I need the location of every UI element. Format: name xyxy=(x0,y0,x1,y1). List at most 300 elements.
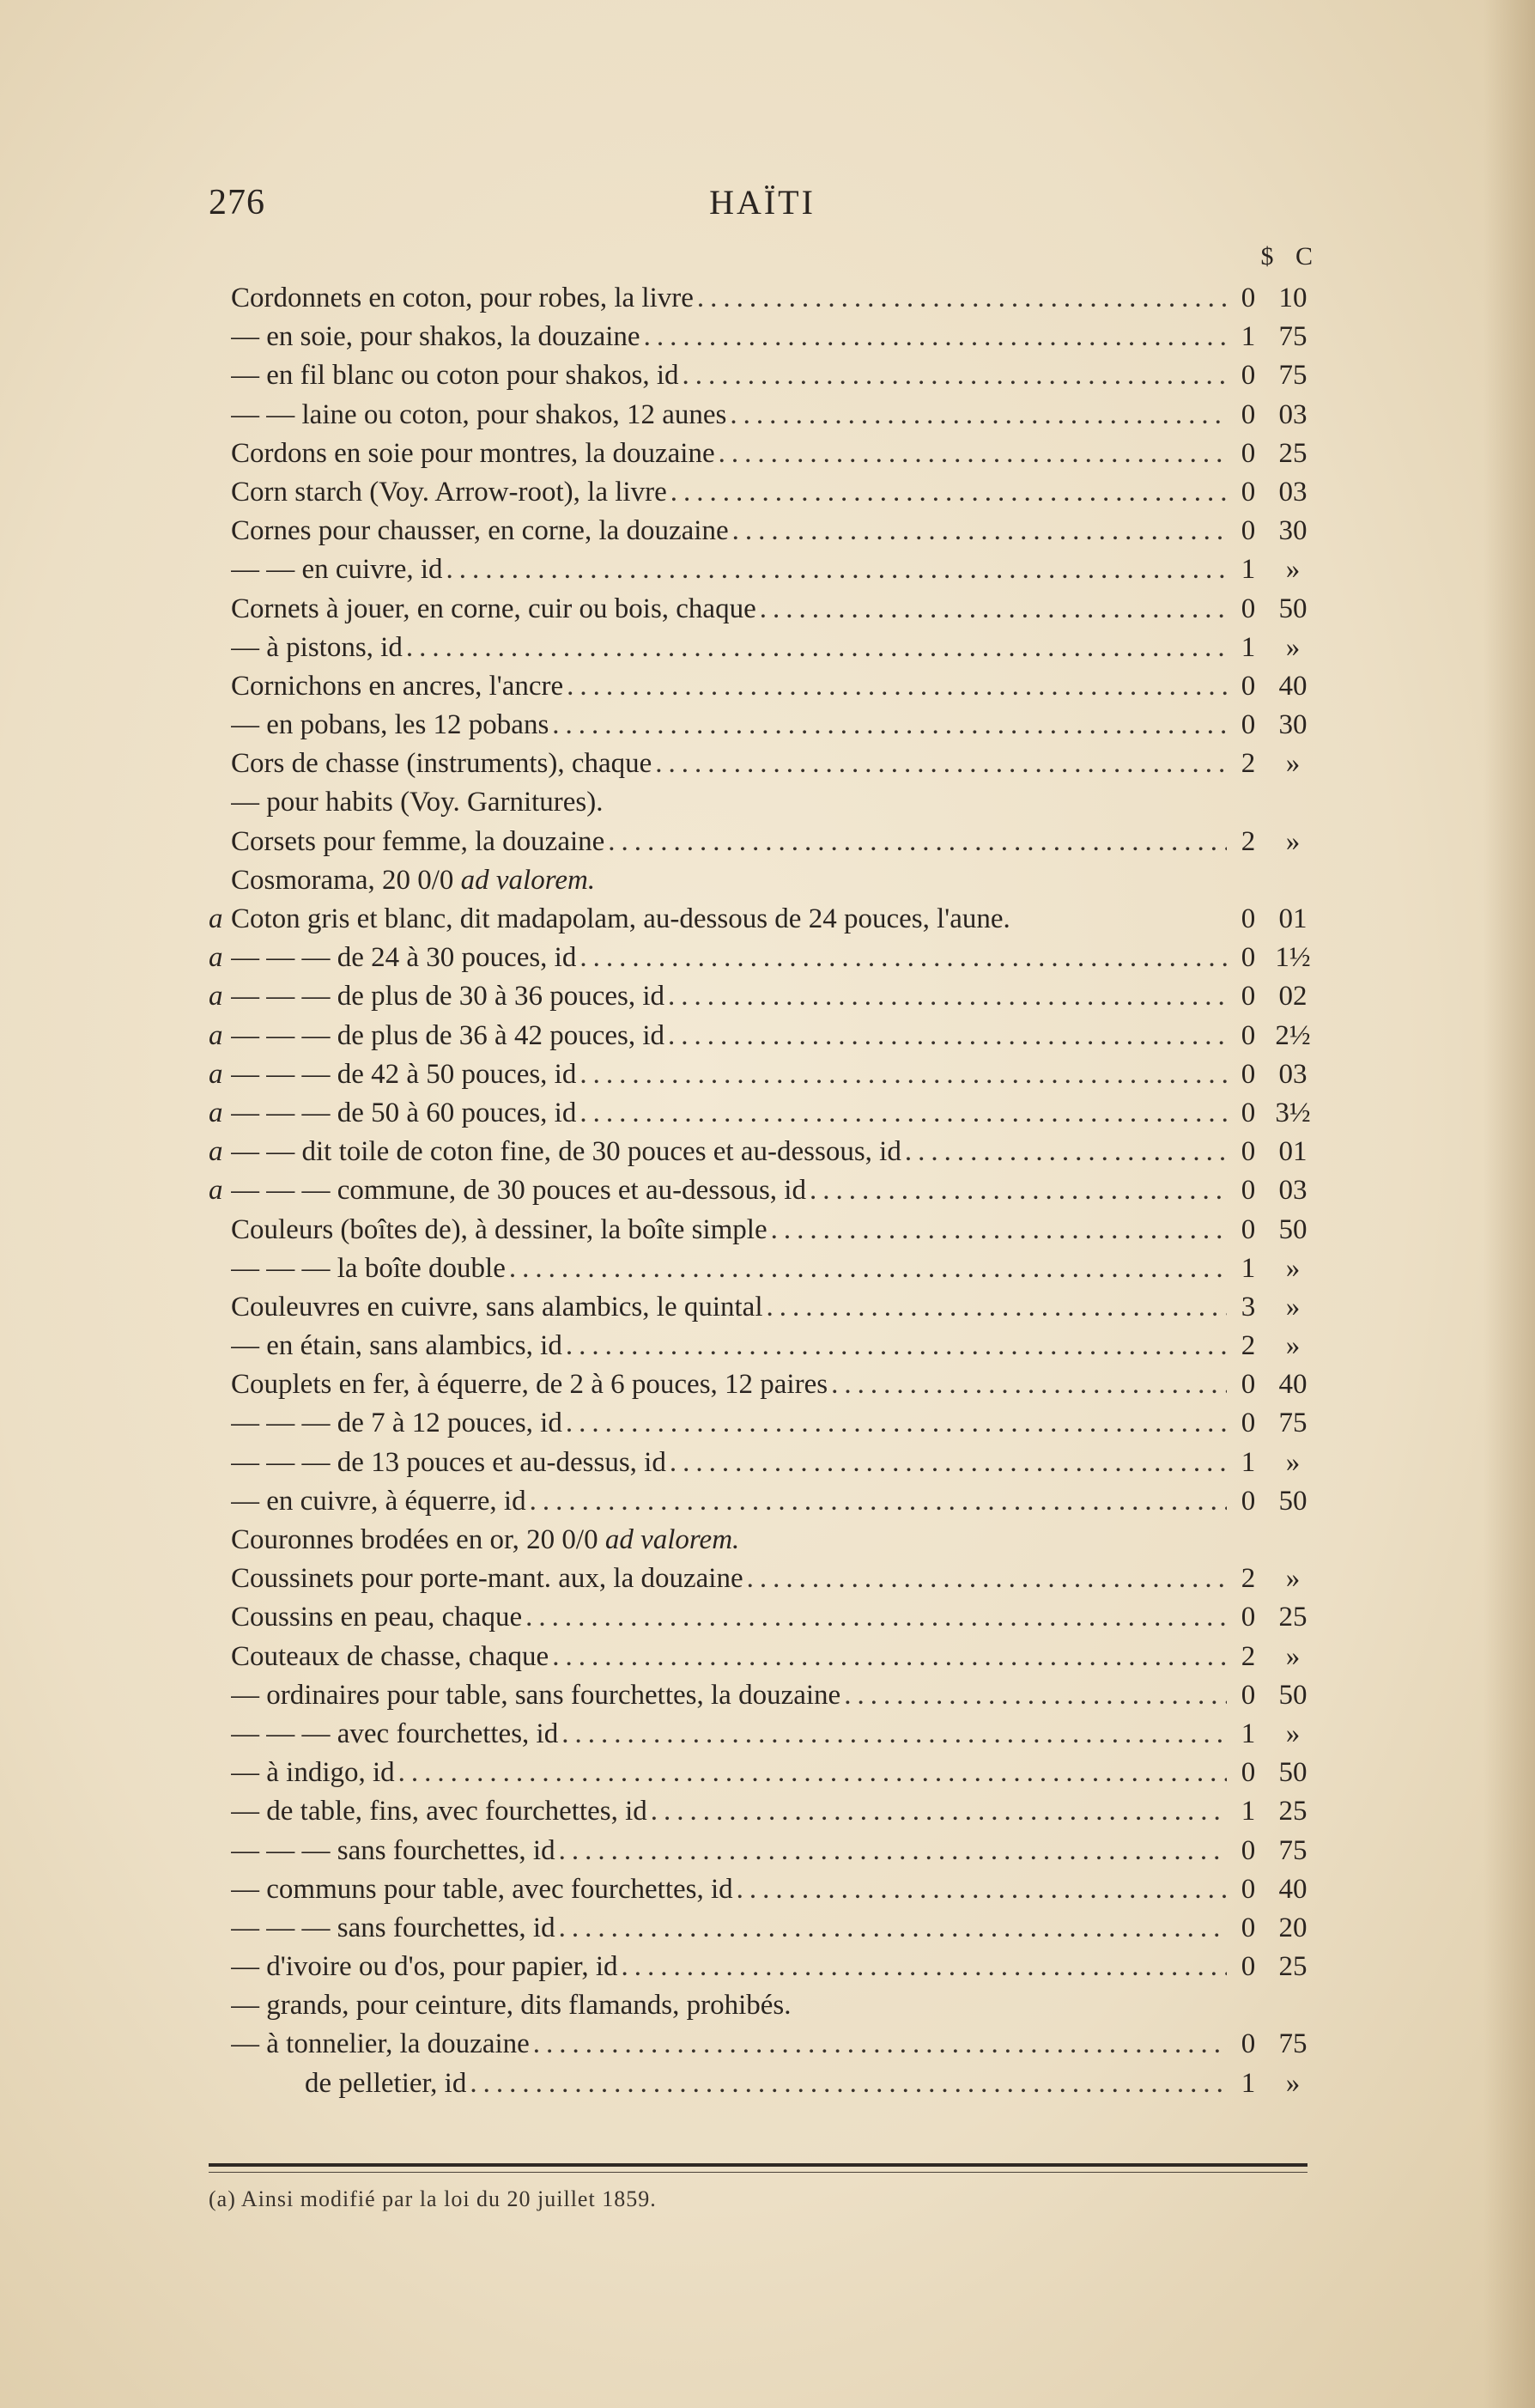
dot-leader xyxy=(664,977,1227,1016)
dot-leader xyxy=(549,706,1227,745)
entry-piastres: 0 xyxy=(1241,942,1256,974)
dot-leader xyxy=(901,1133,1227,1171)
page-number: 276 xyxy=(209,183,265,222)
entry-label xyxy=(231,473,1227,512)
entry-description xyxy=(231,1404,562,1443)
dot-leader xyxy=(768,1211,1227,1250)
entry-label xyxy=(231,590,1227,629)
entry-label xyxy=(231,900,1227,939)
tariff-entry-row xyxy=(209,318,1316,356)
entry-description xyxy=(231,279,694,318)
entry-description-text: — en soie, pour shakos, la douzaine xyxy=(231,321,640,353)
entry-piastres: 0 xyxy=(1241,1019,1256,1051)
entry-centimes: 50 xyxy=(1278,1213,1307,1245)
entry-centimes: 50 xyxy=(1278,1757,1307,1789)
entry-description-text: — ordinaires pour table, sans fourchettes, la douzaine xyxy=(231,1679,841,1711)
entry-description-text: — — — de plus de 36 à 42 pouces, id xyxy=(231,1019,665,1051)
dot-leader xyxy=(526,1482,1227,1521)
entry-piastres: 0 xyxy=(1241,1136,1256,1168)
entry-centimes: » xyxy=(1285,1718,1301,1749)
entry-description xyxy=(231,473,667,512)
entry-description-text: Couleuvres en cuivre, sans alambics, le quintal xyxy=(231,1291,763,1323)
dot-leader xyxy=(664,1017,1227,1055)
entry-description-text: — — — de 42 à 50 pouces, id xyxy=(231,1058,577,1090)
entry-centimes: » xyxy=(1285,1446,1301,1478)
entry-description xyxy=(231,939,576,977)
entry-centimes: » xyxy=(1285,825,1301,857)
entry-description xyxy=(231,1288,763,1327)
dot-leader xyxy=(395,1754,1227,1792)
entry-description xyxy=(231,318,640,356)
entry-description-text: Couplets en fer, à équerre, de 2 à 6 pouces, 12 paires xyxy=(231,1369,828,1401)
entry-label xyxy=(231,2064,1227,2103)
entry-label xyxy=(231,1715,1227,1754)
entry-label xyxy=(231,1171,1227,1210)
entry-piastres: 0 xyxy=(1241,1873,1256,1905)
tariff-entry-row xyxy=(209,1909,1316,1948)
dot-leader xyxy=(756,590,1227,629)
dot-leader xyxy=(576,1055,1227,1094)
entry-description-text: Corn starch (Voy. Arrow-root), la livre xyxy=(231,476,667,508)
tariff-entry-row xyxy=(209,1948,1316,1986)
entry-piastres: 1 xyxy=(1241,1446,1256,1478)
entry-label xyxy=(231,1792,1227,1831)
entry-description xyxy=(231,1250,506,1288)
entry-description-text: Coton gris et blanc, dit madapolam, au-dessous de 24 pouces, l'aune. xyxy=(231,903,1010,934)
tariff-entry-row xyxy=(209,279,1316,318)
entry-description-text: — — laine ou coton, pour shakos, 12 aunes xyxy=(231,398,727,430)
entry-label xyxy=(231,550,1227,589)
entry-description-text: — — — commune, de 30 pouces et au-dessous, id xyxy=(231,1175,806,1207)
entry-centimes: 25 xyxy=(1278,437,1307,469)
entry-centimes: 40 xyxy=(1278,670,1307,702)
entry-label xyxy=(231,1327,1227,1365)
entry-label xyxy=(231,823,1227,861)
entry-description xyxy=(231,1676,840,1715)
entry-centimes: 03 xyxy=(1278,1058,1307,1090)
entry-description-text: de pelletier, id xyxy=(305,2067,467,2099)
entry-description-text: Couteaux de chasse, chaque xyxy=(231,1640,549,1672)
entry-centimes: 03 xyxy=(1278,398,1307,430)
entry-centimes: 25 xyxy=(1278,1796,1307,1827)
tariff-entry-row xyxy=(209,1171,1316,1210)
dot-leader xyxy=(729,512,1227,550)
footnote: (a) Ainsi modifié par la loi du 20 juillet 1859. xyxy=(209,2186,657,2211)
entry-description xyxy=(231,1211,768,1250)
entry-piastres: 0 xyxy=(1241,981,1256,1012)
entry-description-text: Cornets à jouer, en corne, cuir ou bois, chaque xyxy=(231,593,756,624)
entry-piastres: 2 xyxy=(1241,748,1256,780)
entry-label xyxy=(231,667,1227,706)
entry-description xyxy=(231,1482,526,1521)
entry-centimes: » xyxy=(1285,1330,1301,1362)
entry-centimes: » xyxy=(1285,554,1301,586)
entry-label xyxy=(231,1365,1227,1404)
entry-description-text: — à pistons, id xyxy=(231,631,403,663)
entry-label xyxy=(231,1986,1227,2025)
entry-piastres: 2 xyxy=(1241,1563,1256,1595)
entry-centimes: 25 xyxy=(1278,1951,1307,1983)
tariff-entry-row xyxy=(209,1288,1316,1327)
tariff-entry-row xyxy=(209,473,1316,512)
entry-label xyxy=(231,1870,1227,1909)
entry-note-marker: a xyxy=(209,1136,223,1168)
entry-description-text: — d'ivoire ou d'os, pour papier, id xyxy=(231,1951,618,1983)
tariff-entry-row xyxy=(209,1832,1316,1870)
tariff-entry-row xyxy=(209,1404,1316,1443)
entry-piastres: 2 xyxy=(1241,825,1256,857)
tariff-entry-row xyxy=(209,861,1316,900)
entry-piastres: 0 xyxy=(1241,2028,1256,2060)
entry-description-text: — communs pour table, avec fourchettes, id xyxy=(231,1873,733,1905)
entry-description-text: — à tonnelier, la douzaine xyxy=(231,2028,530,2060)
entry-description xyxy=(231,977,664,1016)
entry-piastres: 0 xyxy=(1241,709,1256,741)
entry-centimes: 75 xyxy=(1278,321,1307,353)
dot-leader xyxy=(618,1948,1228,1986)
entry-description xyxy=(231,1986,792,2025)
entry-description xyxy=(231,1094,576,1133)
entry-centimes: » xyxy=(1285,1563,1301,1595)
entry-centimes: 75 xyxy=(1278,360,1307,392)
dot-leader xyxy=(666,1444,1227,1482)
entry-piastres: 0 xyxy=(1241,398,1256,430)
tariff-entry-row xyxy=(209,783,1316,822)
tariff-entry-row xyxy=(209,2025,1316,2064)
piastres-column-label: $ xyxy=(1260,242,1274,271)
entry-centimes: 40 xyxy=(1278,1873,1307,1905)
dot-leader xyxy=(604,823,1227,861)
dot-leader xyxy=(840,1676,1227,1715)
entry-description-text: — de table, fins, avec fourchettes, id xyxy=(231,1796,647,1827)
tariff-entry-row xyxy=(209,629,1316,667)
entry-description-text: — — — de 24 à 30 pouces, id xyxy=(231,942,577,974)
dot-leader xyxy=(549,1638,1227,1676)
tariff-entry-row xyxy=(209,1482,1316,1521)
entry-description xyxy=(231,1792,647,1831)
tariff-entry-row xyxy=(209,396,1316,435)
tariff-entry-row xyxy=(209,1754,1316,1792)
entry-label xyxy=(231,1948,1227,1986)
entry-label xyxy=(231,1055,1227,1094)
entry-description-text: Cordonnets en coton, pour robes, la livre xyxy=(231,283,694,313)
entry-description-text: — — — la boîte double xyxy=(231,1252,506,1284)
entry-centimes: » xyxy=(1285,1640,1301,1672)
entry-description-text: Cornes pour chausser, en corne, la douzaine xyxy=(231,515,729,547)
entry-piastres: 3 xyxy=(1241,1291,1256,1323)
entry-description xyxy=(231,1870,733,1909)
entry-label xyxy=(231,783,1227,822)
dot-leader xyxy=(679,356,1228,395)
entry-label xyxy=(231,629,1227,667)
entry-label xyxy=(231,706,1227,745)
entry-description-text: — — en cuivre, id xyxy=(231,554,443,586)
entry-description-text: — — — de 7 à 12 pouces, id xyxy=(231,1408,562,1439)
entry-centimes: 1½ xyxy=(1275,942,1311,974)
tariff-entry-list xyxy=(209,279,1316,2103)
entry-piastres: 0 xyxy=(1241,437,1256,469)
currency-column-header xyxy=(209,242,1316,273)
tariff-entry-row xyxy=(209,1676,1316,1715)
entry-label xyxy=(231,1521,1227,1560)
entry-label xyxy=(231,1017,1227,1055)
entry-description xyxy=(231,1444,666,1482)
entry-description xyxy=(231,1909,555,1948)
entry-description xyxy=(231,783,604,822)
tariff-entry-row xyxy=(209,1715,1316,1754)
entry-description-text: Cors de chasse (instruments), chaque xyxy=(231,748,652,780)
tariff-entry-row xyxy=(209,1094,1316,1133)
footnote-rule-thin xyxy=(209,2172,1307,2173)
entry-label xyxy=(231,1638,1227,1676)
entry-piastres: 0 xyxy=(1241,1369,1256,1401)
dot-leader xyxy=(640,318,1227,356)
entry-label xyxy=(231,1094,1227,1133)
dot-leader xyxy=(763,1288,1228,1327)
entry-centimes: 20 xyxy=(1278,1912,1307,1943)
tariff-entry-row xyxy=(209,1250,1316,1288)
entry-label xyxy=(231,1288,1227,1327)
entry-centimes: 30 xyxy=(1278,709,1307,741)
tariff-entry-row xyxy=(209,1133,1316,1171)
entry-note-marker: a xyxy=(209,981,223,1012)
dot-leader xyxy=(667,473,1227,512)
tariff-entry-row xyxy=(209,1444,1316,1482)
entry-description xyxy=(231,435,715,473)
entry-centimes: 02 xyxy=(1278,981,1307,1012)
entry-description-text: Corsets pour femme, la douzaine xyxy=(231,825,605,857)
entry-centimes: 30 xyxy=(1278,515,1307,547)
dot-leader xyxy=(806,1171,1227,1210)
entry-description-text: Coussins en peau, chaque xyxy=(231,1602,523,1633)
entry-note-marker: a xyxy=(209,1097,223,1128)
centimes-column-label: C xyxy=(1295,242,1313,271)
entry-centimes: 3½ xyxy=(1275,1097,1311,1128)
entry-label xyxy=(231,279,1227,318)
dot-leader xyxy=(562,1404,1227,1443)
entry-piastres: 1 xyxy=(1241,1718,1256,1749)
page-header xyxy=(209,182,1316,234)
entry-piastres: 0 xyxy=(1241,360,1256,392)
tariff-entry-row xyxy=(209,1638,1316,1676)
entry-description xyxy=(231,629,403,667)
entry-description xyxy=(231,1055,576,1094)
entry-description xyxy=(231,745,652,783)
entry-centimes: 03 xyxy=(1278,476,1307,508)
dot-leader xyxy=(562,1327,1227,1365)
entry-centimes: 75 xyxy=(1278,1408,1307,1439)
dot-leader xyxy=(530,2025,1227,2064)
tariff-entry-row xyxy=(209,1870,1316,1909)
entry-piastres: 1 xyxy=(1241,1796,1256,1827)
entry-description xyxy=(231,1521,739,1560)
tariff-entry-row xyxy=(209,939,1316,977)
entry-label xyxy=(231,1832,1227,1870)
entry-centimes: » xyxy=(1285,1291,1301,1323)
entry-description xyxy=(231,1171,806,1210)
dot-leader xyxy=(576,1094,1227,1133)
entry-description xyxy=(231,356,679,395)
entry-piastres: 0 xyxy=(1241,903,1256,934)
entry-label xyxy=(231,396,1227,435)
entry-description-text: — — — de 50 à 60 pouces, id xyxy=(231,1097,577,1128)
entry-centimes: 75 xyxy=(1278,2028,1307,2060)
entry-piastres: 1 xyxy=(1241,321,1256,353)
entry-centimes: 40 xyxy=(1278,1369,1307,1401)
entry-description xyxy=(231,512,729,550)
entry-piastres: 0 xyxy=(1241,1408,1256,1439)
entry-piastres: 0 xyxy=(1241,1213,1256,1245)
tariff-entry-row xyxy=(209,900,1316,939)
entry-centimes: 2½ xyxy=(1275,1019,1311,1051)
entry-description-text: — en étain, sans alambics, id xyxy=(231,1330,562,1362)
tariff-entry-row xyxy=(209,706,1316,745)
tariff-entry-row xyxy=(209,977,1316,1016)
dot-leader xyxy=(726,396,1227,435)
entry-label xyxy=(231,435,1227,473)
entry-label xyxy=(231,1250,1227,1288)
entry-description-text: — — — de plus de 30 à 36 pouces, id xyxy=(231,981,665,1012)
entry-label xyxy=(231,939,1227,977)
dot-leader xyxy=(563,667,1227,706)
entry-description xyxy=(231,1948,618,1986)
entry-note-marker: a xyxy=(209,1175,223,1207)
entry-label xyxy=(231,1676,1227,1715)
entry-description xyxy=(231,590,756,629)
dot-leader xyxy=(576,939,1227,977)
dot-leader xyxy=(828,1365,1227,1404)
entry-description-text: — en cuivre, à équerre, id xyxy=(231,1485,526,1517)
entry-piastres: 0 xyxy=(1241,1485,1256,1517)
entry-centimes: 01 xyxy=(1278,1136,1307,1168)
entry-description-text: — — — sans fourchettes, id xyxy=(231,1912,555,1943)
entry-label xyxy=(231,745,1227,783)
entry-piastres: 0 xyxy=(1241,1058,1256,1090)
entry-centimes: » xyxy=(1285,748,1301,780)
entry-description xyxy=(231,550,443,589)
entry-piastres: 2 xyxy=(1241,1330,1256,1362)
dot-leader xyxy=(715,435,1227,473)
entry-description xyxy=(231,2064,466,2103)
entry-description xyxy=(231,2025,530,2064)
entry-description xyxy=(231,1365,828,1404)
entry-note-marker: a xyxy=(209,1058,223,1090)
entry-label xyxy=(231,1444,1227,1482)
entry-description xyxy=(231,396,726,435)
entry-description-text: — — — sans fourchettes, id xyxy=(231,1834,555,1866)
dot-leader xyxy=(522,1598,1227,1637)
dot-leader xyxy=(403,629,1227,667)
entry-centimes: 25 xyxy=(1278,1602,1307,1633)
tariff-entry-row xyxy=(209,435,1316,473)
entry-label xyxy=(231,356,1227,395)
entry-label xyxy=(231,1404,1227,1443)
tariff-entry-row xyxy=(209,1598,1316,1637)
entry-description xyxy=(231,667,563,706)
entry-centimes: 50 xyxy=(1278,1485,1307,1517)
entry-description-text: Couleurs (boîtes de), à dessiner, la boîte simple xyxy=(231,1213,768,1245)
tariff-entry-row xyxy=(209,512,1316,550)
entry-label xyxy=(231,1909,1227,1948)
tariff-entry-row xyxy=(209,1365,1316,1404)
tariff-entry-row xyxy=(209,550,1316,589)
entry-piastres: 0 xyxy=(1241,1834,1256,1866)
entry-description xyxy=(231,1133,901,1171)
entry-centimes: » xyxy=(1285,2067,1301,2099)
entry-label xyxy=(231,1211,1227,1250)
tariff-entry-row xyxy=(209,1560,1316,1598)
entry-centimes: 03 xyxy=(1278,1175,1307,1207)
tariff-entry-row xyxy=(209,1521,1316,1560)
entry-description-text: — pour habits (Voy. Garnitures). xyxy=(231,787,604,818)
entry-description xyxy=(231,823,604,861)
dot-leader xyxy=(652,745,1227,783)
entry-centimes: 50 xyxy=(1278,593,1307,624)
tariff-entry-row xyxy=(209,1792,1316,1831)
entry-centimes: 01 xyxy=(1278,903,1307,934)
entry-description xyxy=(231,861,595,900)
entry-centimes: 10 xyxy=(1278,283,1307,313)
tariff-entry-row xyxy=(209,2064,1316,2103)
tariff-entry-row xyxy=(209,823,1316,861)
dot-leader xyxy=(733,1870,1227,1909)
dot-leader xyxy=(743,1560,1227,1598)
running-title: HAÏTI xyxy=(709,183,816,222)
entry-piastres: 1 xyxy=(1241,554,1256,586)
entry-description-text: — grands, pour ceinture, dits flamands, prohibés. xyxy=(231,1990,792,2022)
entry-piastres: 0 xyxy=(1241,1757,1256,1789)
entry-italic-phrase: ad valorem. xyxy=(604,1524,740,1555)
entry-label xyxy=(231,1598,1227,1637)
entry-centimes: 75 xyxy=(1278,1834,1307,1866)
entry-piastres: 0 xyxy=(1241,283,1256,313)
entry-description xyxy=(231,1017,664,1055)
entry-centimes: » xyxy=(1285,1252,1301,1284)
dot-leader xyxy=(558,1715,1227,1754)
entry-description-text: — — — de 13 pouces et au-dessus, id xyxy=(231,1446,666,1478)
footnote-rule-thick xyxy=(209,2163,1307,2167)
entry-description xyxy=(231,1754,395,1792)
entry-label xyxy=(231,1133,1227,1171)
entry-piastres: 0 xyxy=(1241,1602,1256,1633)
entry-description-text: Coussinets pour porte-mant. aux, la douzaine xyxy=(231,1563,743,1595)
dot-leader xyxy=(555,1832,1227,1870)
entry-label xyxy=(231,861,1227,900)
entry-description-text: — à indigo, id xyxy=(231,1757,395,1789)
dot-leader xyxy=(506,1250,1227,1288)
tariff-entry-row xyxy=(209,1017,1316,1055)
entry-description-text: — — dit toile de coton fine, de 30 pouces et au-dessous, id xyxy=(231,1136,901,1168)
entry-piastres: 0 xyxy=(1241,476,1256,508)
entry-description xyxy=(231,1832,555,1870)
entry-piastres: 1 xyxy=(1241,2067,1256,2099)
entry-piastres: 1 xyxy=(1241,1252,1256,1284)
entry-italic-phrase: ad valorem. xyxy=(460,864,596,896)
entry-piastres: 0 xyxy=(1241,593,1256,624)
entry-centimes: 50 xyxy=(1278,1679,1307,1711)
entry-description xyxy=(231,900,1010,939)
entry-description xyxy=(231,1715,558,1754)
entry-description-text: — en pobans, les 12 pobans xyxy=(231,709,549,741)
entry-centimes: » xyxy=(1285,631,1301,663)
entry-label xyxy=(231,1482,1227,1521)
entry-piastres: 0 xyxy=(1241,1175,1256,1207)
entry-description-text: — — — avec fourchettes, id xyxy=(231,1718,559,1749)
entry-description-text: Cordons en soie pour montres, la douzaine xyxy=(231,437,715,469)
tariff-entry-row xyxy=(209,1986,1316,2025)
entry-piastres: 0 xyxy=(1241,1679,1256,1711)
dot-leader xyxy=(466,2064,1227,2103)
